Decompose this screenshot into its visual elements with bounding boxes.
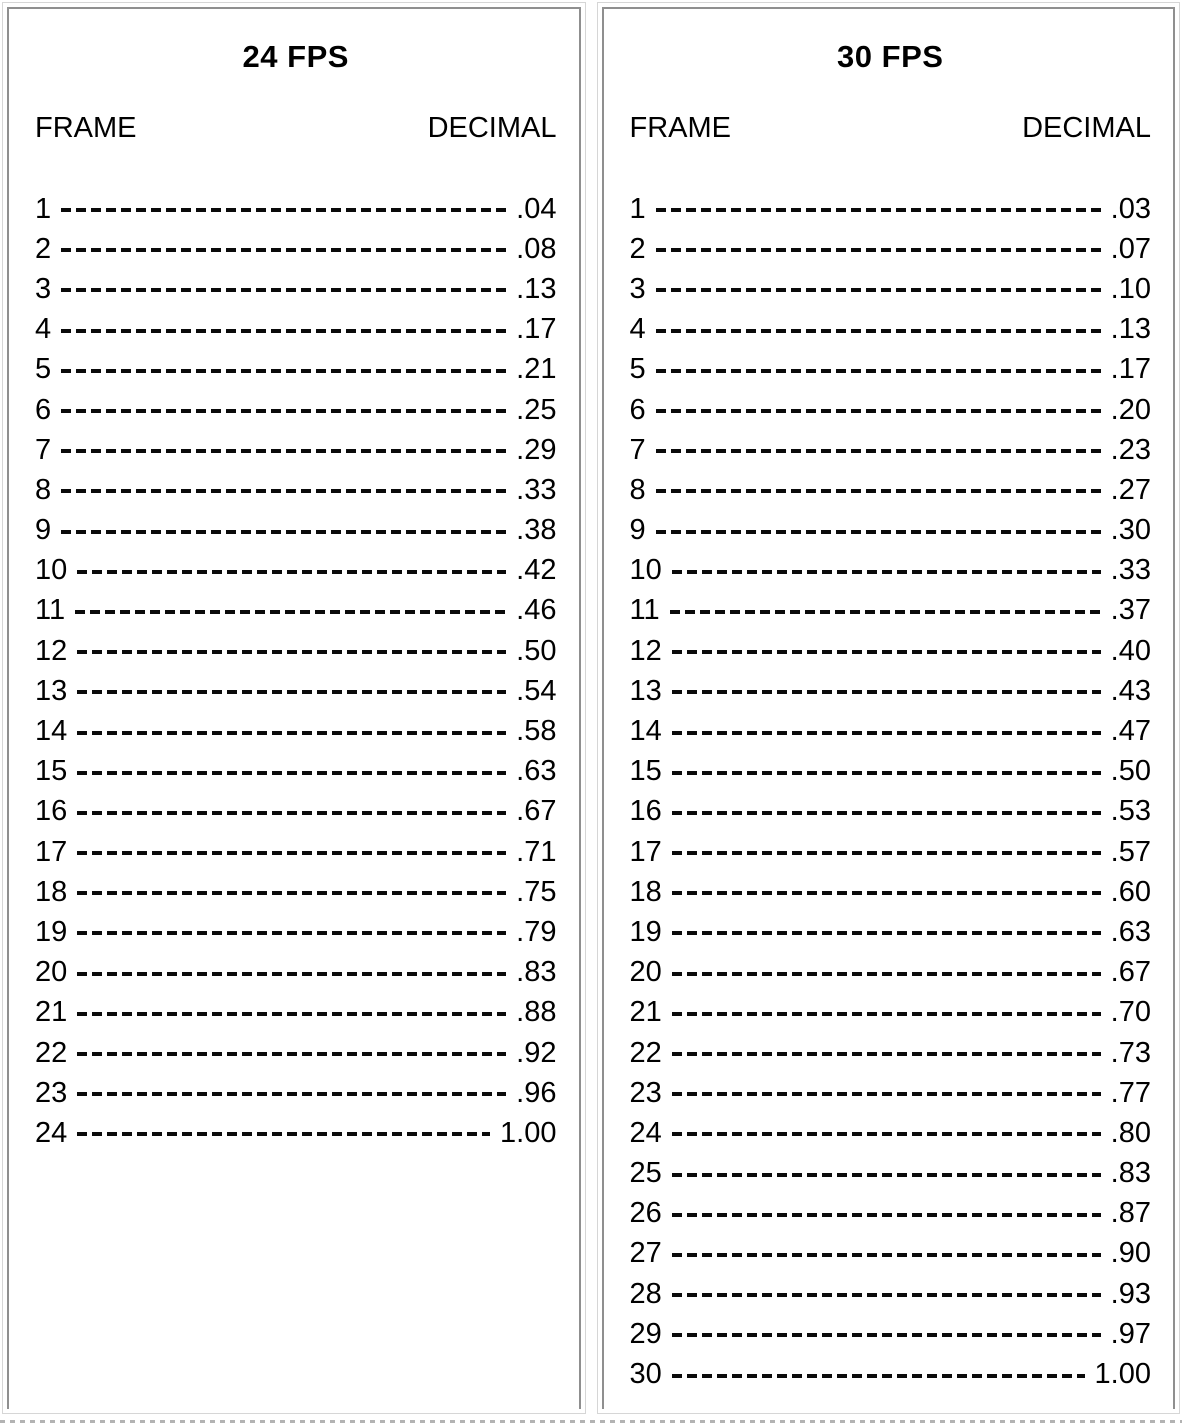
dash-leader [672,731,1101,735]
dash-leader [77,570,506,574]
frame-number: 9 [629,514,646,547]
frame-number: 19 [629,915,662,948]
decimal-value: .83 [1110,1157,1151,1190]
frame-number: 23 [35,1076,68,1109]
dash-leader [672,851,1101,855]
table-row [630,470,1152,510]
frame-number: 28 [629,1277,662,1310]
table-row [630,1354,1152,1394]
decimal-value: .63 [1110,915,1151,948]
dash-leader [61,449,506,453]
frame-number: 7 [35,433,52,466]
dash-leader [672,570,1101,574]
table-row [630,993,1152,1033]
table-row [35,792,557,832]
panel-title-30fps: 30 FPS [837,39,944,74]
table-row [630,1274,1152,1314]
decimal-value: .93 [1110,1277,1151,1310]
table-row [630,591,1152,631]
decimal-value: .67 [1110,956,1151,989]
dash-leader [672,1213,1101,1217]
dash-leader [77,690,506,694]
decimal-value: .40 [1110,634,1151,667]
table-rows-24fps [35,189,557,1154]
table-row [630,832,1152,872]
frame-number: 19 [35,915,68,948]
dash-leader [672,811,1101,815]
decimal-value: .71 [516,835,557,868]
frame-number: 6 [629,393,646,426]
table-row [35,551,557,591]
frame-number: 9 [35,514,52,547]
decimal-value: .70 [1110,996,1151,1029]
table-row [630,511,1152,551]
table-row [35,310,557,350]
dash-leader [77,650,506,654]
frame-number: 5 [629,353,646,386]
frame-number: 2 [629,232,646,265]
table-row [35,1073,557,1113]
frame-number: 7 [629,433,646,466]
dash-leader [672,771,1101,775]
decimal-value: .47 [1110,715,1151,748]
table-row [630,872,1152,912]
frame-number: 16 [35,795,68,828]
frame-number: 15 [35,755,68,788]
decimal-value: .37 [1110,594,1151,627]
frame-number: 24 [35,1116,68,1149]
decimal-value: .17 [1110,353,1151,386]
table-row [630,551,1152,591]
decimal-value: .63 [516,755,557,788]
table-row [35,912,557,952]
decimal-value: .03 [1110,192,1151,225]
dash-leader [77,1052,506,1056]
table-row [35,872,557,912]
table-row [630,671,1152,711]
dash-leader [672,931,1101,935]
frame-number: 18 [35,875,68,908]
table-row [35,752,557,792]
decimal-value: .97 [1110,1317,1151,1350]
dash-leader [61,329,506,333]
conversion-sheet [2,2,1180,1414]
table-row [630,792,1152,832]
decimal-value: .57 [1110,835,1151,868]
dash-leader [672,1012,1101,1016]
decimal-value: .53 [1110,795,1151,828]
frame-number: 23 [629,1076,662,1109]
frame-number: 18 [629,875,662,908]
frame-number: 1 [35,192,52,225]
decimal-value: .96 [516,1076,557,1109]
frame-number: 6 [35,393,52,426]
frame-number: 13 [629,674,662,707]
dash-leader [672,1333,1101,1337]
table-row [630,631,1152,671]
frame-number: 21 [629,996,662,1029]
decimal-value: .29 [516,433,557,466]
frame-number: 2 [35,232,52,265]
frame-number: 1 [629,192,646,225]
dash-leader [656,409,1101,413]
table-row [35,993,557,1033]
dash-leader [672,1374,1085,1378]
decimal-value: .17 [516,313,557,346]
column-headers-24fps [35,112,557,145]
table-row [630,310,1152,350]
table-row [630,1194,1152,1234]
table-row [630,1033,1152,1073]
dash-leader [656,248,1101,252]
decimal-value: .90 [1110,1237,1151,1270]
frame-number: 16 [629,795,662,828]
table-row [630,1113,1152,1153]
table-row [35,511,557,551]
table-row [35,1113,557,1153]
table-row [630,430,1152,470]
dash-leader [77,731,506,735]
dash-leader [61,248,506,252]
dash-leader [672,690,1101,694]
dash-leader [656,489,1101,493]
decimal-value: .10 [1110,272,1151,305]
dash-leader [656,208,1101,212]
dash-leader [77,851,506,855]
dash-leader [77,811,506,815]
fps30-panel [597,2,1181,1414]
decimal-value: .79 [516,915,557,948]
frame-number: 26 [629,1197,662,1230]
dash-leader [75,610,506,614]
decimal-value: .50 [516,634,557,667]
frame-number: 24 [629,1116,662,1149]
table-row [35,350,557,390]
frame-number: 4 [629,313,646,346]
frame-column-header: FRAME [35,112,137,144]
frame-number: 12 [629,634,662,667]
fps30-panel-inner [602,7,1176,1409]
decimal-value: .13 [1110,313,1151,346]
dash-leader [77,972,506,976]
frame-number: 3 [629,272,646,305]
frame-number: 12 [35,634,68,667]
decimal-value: .04 [516,192,557,225]
column-headers-30fps [630,112,1152,145]
table-row [630,752,1152,792]
table-row [35,470,557,510]
dash-leader [61,288,506,292]
table-row [35,832,557,872]
decimal-value: .38 [516,514,557,547]
fps24-panel [2,2,586,1414]
dash-leader [61,369,506,373]
table-row [35,631,557,671]
dash-leader [672,891,1101,895]
dash-leader [77,771,506,775]
decimal-value: .87 [1110,1197,1151,1230]
decimal-column-header: DECIMAL [1022,112,1151,144]
frame-number: 22 [35,1036,68,1069]
dash-leader [670,610,1101,614]
table-row [630,1234,1152,1274]
decimal-value: .92 [516,1036,557,1069]
table-row [630,912,1152,952]
table-row [630,390,1152,430]
decimal-value: .42 [516,554,557,587]
decimal-value: 1.00 [500,1116,557,1149]
fps24-panel-inner [7,7,581,1409]
decimal-value: .13 [516,272,557,305]
dash-leader [61,409,506,413]
decimal-value: .75 [516,875,557,908]
dash-leader [672,1173,1101,1177]
table-row [35,591,557,631]
table-row [35,229,557,269]
decimal-value: .33 [1110,554,1151,587]
dash-leader [77,1092,506,1096]
decimal-value: .21 [516,353,557,386]
decimal-value: .50 [1110,755,1151,788]
table-row [630,711,1152,751]
decimal-value: .20 [1110,393,1151,426]
table-row [630,269,1152,309]
table-row [630,1073,1152,1113]
panel-title-24fps: 24 FPS [242,39,349,74]
frame-number: 14 [629,715,662,748]
table-row [630,229,1152,269]
dash-leader [656,449,1101,453]
dash-leader [656,530,1101,534]
decimal-column-header: DECIMAL [427,112,557,144]
frame-number: 8 [35,473,52,506]
frame-number: 4 [35,313,52,346]
decimal-value: .67 [516,795,557,828]
table-row [35,671,557,711]
decimal-value: .07 [1110,232,1151,265]
frame-number: 5 [35,353,52,386]
decimal-value: .27 [1110,473,1151,506]
decimal-value: .88 [516,996,557,1029]
dash-leader [61,489,506,493]
dash-leader [672,1293,1101,1297]
decimal-value: .77 [1110,1076,1151,1109]
table-row [630,953,1152,993]
dash-leader [77,1012,506,1016]
dash-leader [61,530,506,534]
frame-number: 13 [35,674,68,707]
frame-number: 27 [629,1237,662,1270]
dash-leader [672,1253,1101,1257]
frame-number: 15 [629,755,662,788]
frame-number: 11 [629,594,660,627]
frame-number: 25 [629,1157,662,1190]
decimal-value: .60 [1110,875,1151,908]
table-row [630,350,1152,390]
table-row [35,269,557,309]
table-row [35,953,557,993]
table-row [35,430,557,470]
table-row [35,189,557,229]
bottom-dotted-divider [0,1420,1182,1423]
decimal-value: .08 [516,232,557,265]
frame-column-header: FRAME [629,112,731,144]
decimal-value: .54 [516,674,557,707]
dash-leader [77,931,506,935]
frame-number: 30 [629,1358,662,1391]
table-row [630,189,1152,229]
frame-number: 14 [35,715,68,748]
frame-number: 20 [629,956,662,989]
decimal-value: .23 [1110,433,1151,466]
dash-leader [656,288,1101,292]
decimal-value: .58 [516,715,557,748]
dash-leader [656,369,1101,373]
frame-number: 20 [35,956,68,989]
table-row [35,711,557,751]
frame-number: 21 [35,996,68,1029]
table-row [35,1033,557,1073]
decimal-value: .30 [1110,514,1151,547]
decimal-value: .80 [1110,1116,1151,1149]
decimal-value: .73 [1110,1036,1151,1069]
dash-leader [77,891,506,895]
dash-leader [61,208,506,212]
decimal-value: .46 [516,594,557,627]
table-row [35,390,557,430]
frame-number: 10 [629,554,662,587]
frame-number: 22 [629,1036,662,1069]
decimal-value: .33 [516,473,557,506]
table-rows-30fps [630,189,1152,1395]
frame-number: 29 [629,1317,662,1350]
decimal-value: 1.00 [1094,1358,1151,1391]
dash-leader [672,972,1101,976]
table-row [630,1314,1152,1354]
frame-number: 11 [35,594,66,627]
frame-number: 17 [629,835,662,868]
decimal-value: .25 [516,393,557,426]
frame-number: 8 [629,473,646,506]
dash-leader [672,650,1101,654]
dash-leader [672,1132,1101,1136]
dash-leader [672,1052,1101,1056]
decimal-value: .43 [1110,674,1151,707]
dash-leader [672,1092,1101,1096]
table-row [630,1154,1152,1194]
dash-leader [656,329,1101,333]
frame-number: 10 [35,554,68,587]
decimal-value: .83 [516,956,557,989]
frame-number: 17 [35,835,68,868]
dash-leader [77,1132,490,1136]
frame-number: 3 [35,272,52,305]
